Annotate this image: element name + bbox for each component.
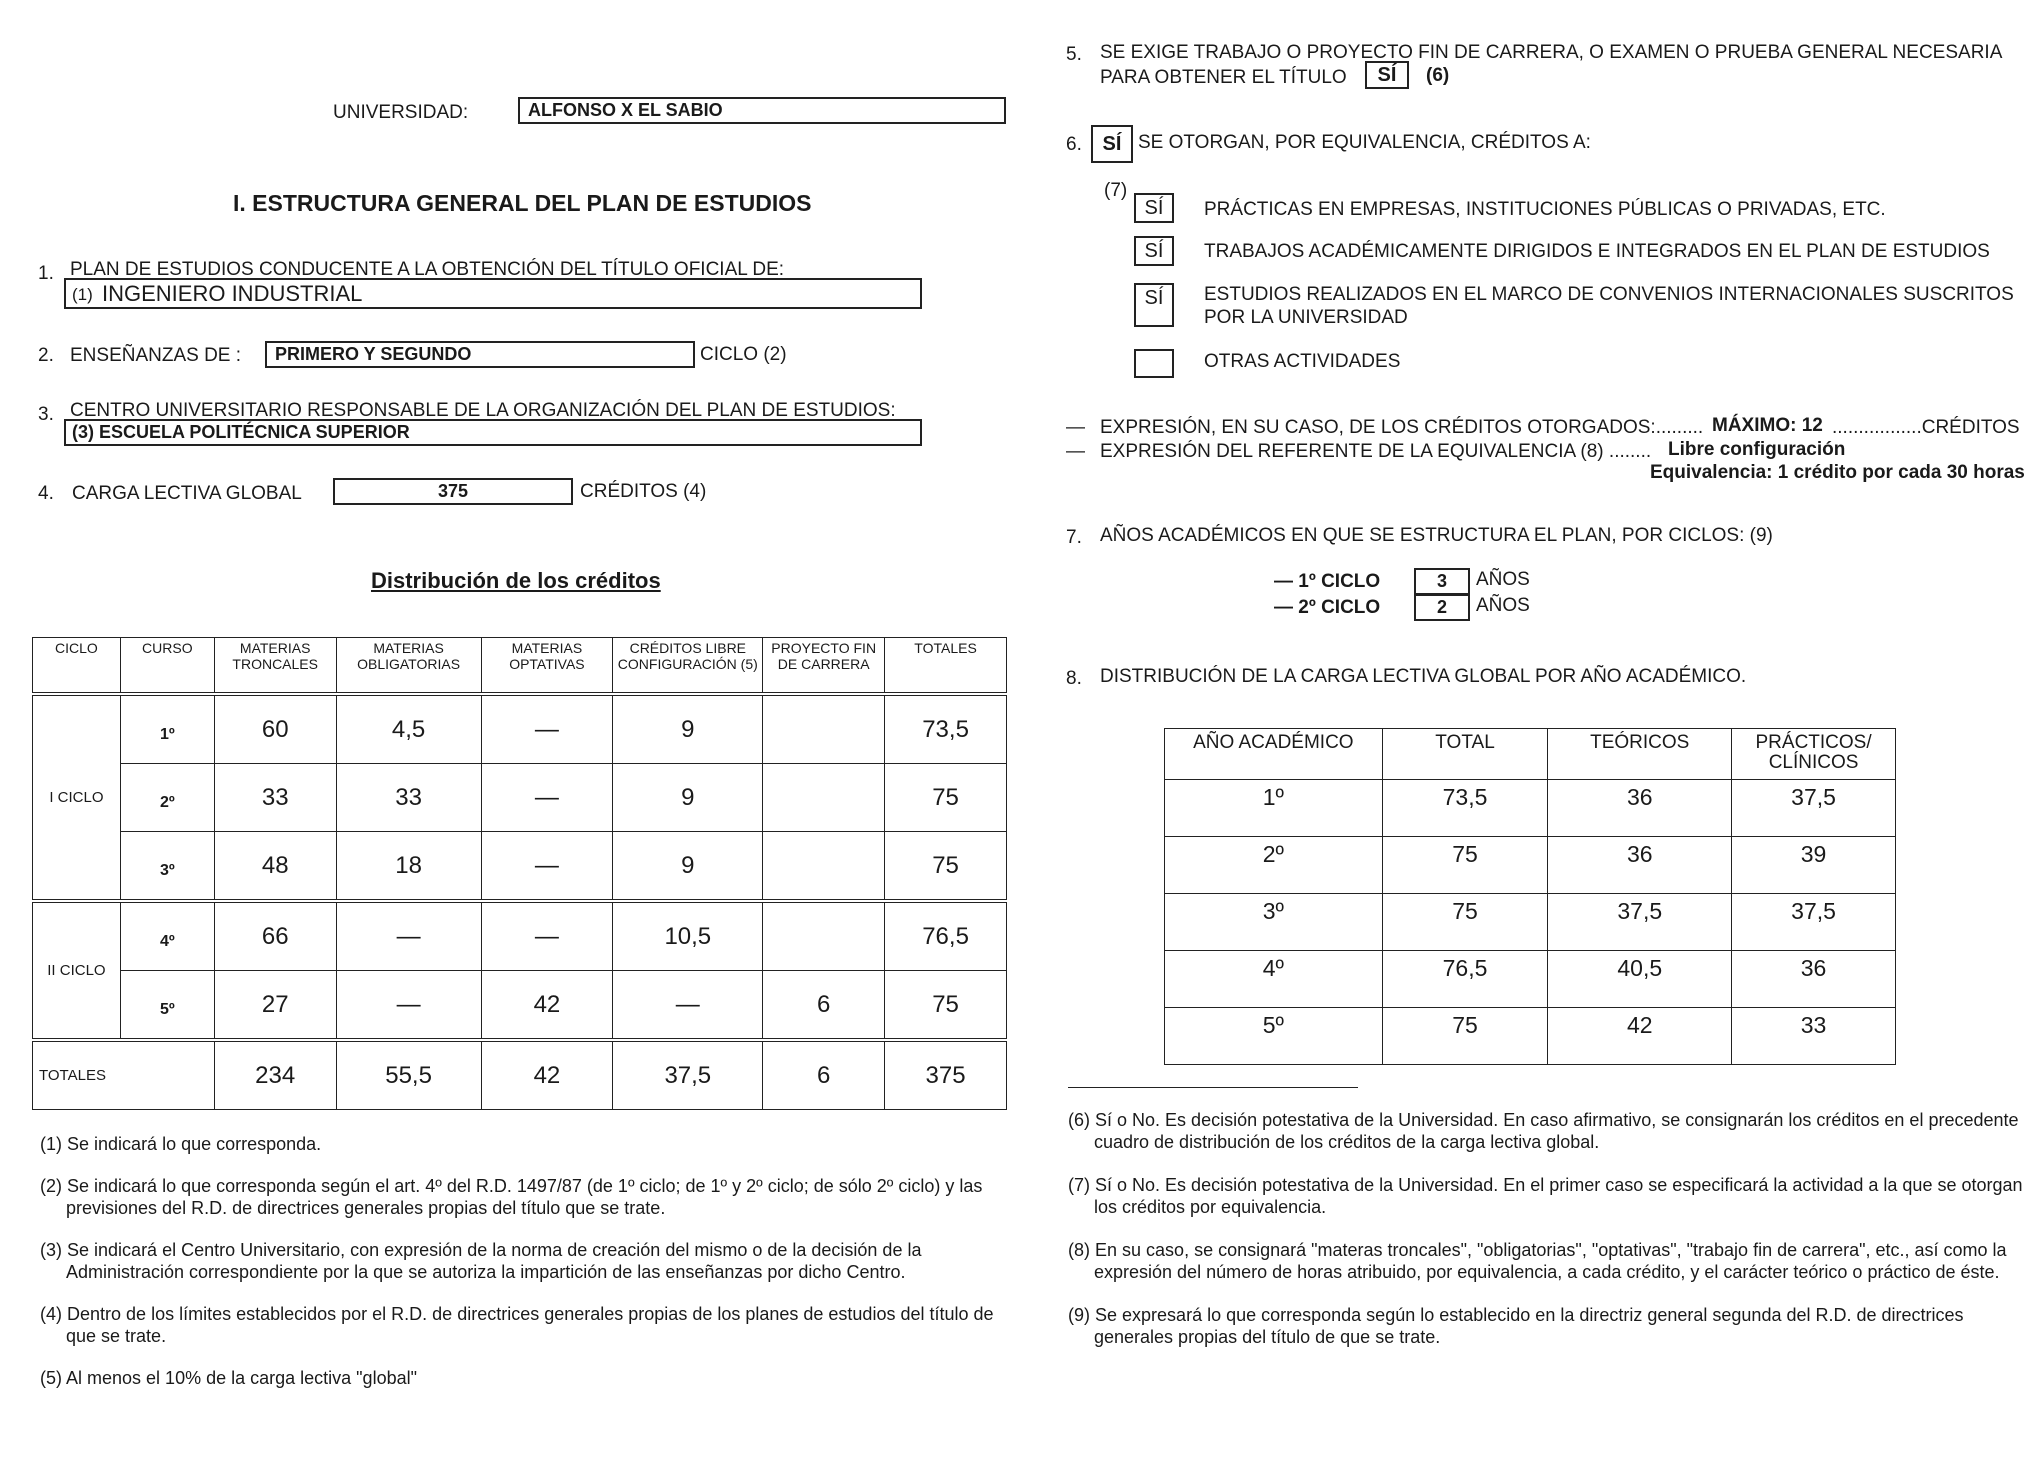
obligatorias-cell: — xyxy=(336,901,481,971)
option-3-checkbox: SÍ xyxy=(1134,283,1174,327)
ano-cell: 5º xyxy=(1165,1008,1383,1065)
footnote-4 xyxy=(40,1303,1010,1347)
footnote-ref: (1) xyxy=(40,1134,62,1154)
option-4-checkbox xyxy=(1134,349,1174,378)
proyecto-cell xyxy=(763,832,885,902)
total-cell: 73,5 xyxy=(1382,780,1548,837)
item-2-value: PRIMERO Y SEGUNDO xyxy=(265,341,695,368)
item-7-label: AÑOS ACADÉMICOS EN QUE SE ESTRUCTURA EL PLAN, POR CICLOS: (9) xyxy=(1100,525,1773,546)
item-3-label: CENTRO UNIVERSITARIO RESPONSABLE DE LA ORGANIZACIÓN DEL PLAN DE ESTUDIOS: xyxy=(70,400,896,421)
header-proyecto: PROYECTO FIN DE CARRERA xyxy=(763,638,885,695)
totals-proyecto: 6 xyxy=(763,1040,885,1110)
footnote-text: Se indicará lo que corresponda. xyxy=(67,1134,322,1154)
footnote-ref: (3) xyxy=(40,1240,62,1260)
footnote-5 xyxy=(40,1367,1010,1389)
ano-cell: 1º xyxy=(1165,780,1383,837)
troncales-cell: 60 xyxy=(214,694,336,764)
footnote-ref: (4) xyxy=(40,1304,62,1324)
totals-libre: 37,5 xyxy=(613,1040,763,1110)
footnote-8 xyxy=(1068,1239,2023,1283)
libre-cell: 10,5 xyxy=(613,901,763,971)
optativas-cell: — xyxy=(481,832,613,902)
teoricos-cell: 42 xyxy=(1548,1008,1732,1065)
expr-1-dash: — xyxy=(1066,417,1085,438)
universidad-label: UNIVERSIDAD: xyxy=(333,102,469,123)
header-troncales: MATERIAS TRONCALES xyxy=(214,638,336,695)
totals-obligatorias: 55,5 xyxy=(336,1040,481,1110)
footnote-ref: (5) xyxy=(40,1368,62,1388)
item-1-value: INGENIERO INDUSTRIAL xyxy=(102,281,363,306)
item-3-value: (3) ESCUELA POLITÉCNICA SUPERIOR xyxy=(64,419,922,446)
header-practicos: PRÁCTICOS/ CLÍNICOS xyxy=(1732,729,1896,780)
header-total: TOTAL xyxy=(1382,729,1548,780)
table-row xyxy=(1165,780,1896,837)
header-libre: CRÉDITOS LIBRE CONFIGURACIÓN (5) xyxy=(613,638,763,695)
option-3-label: ESTUDIOS REALIZADOS EN EL MARCO DE CONVENIOS INTERNACIONALES SUSCRITOS POR LA UNIVERSIDAD xyxy=(1204,284,2014,328)
ano-cell: 2º xyxy=(1165,837,1383,894)
totales-cell: 75 xyxy=(885,971,1007,1041)
totals-row xyxy=(33,1040,1007,1110)
item-5-value: SÍ xyxy=(1365,61,1409,89)
totals-totales: 375 xyxy=(885,1040,1007,1110)
expr-2-label: EXPRESIÓN DEL REFERENTE DE LA EQUIVALENCIA (8) ........ xyxy=(1100,441,1652,462)
obligatorias-cell: 18 xyxy=(336,832,481,902)
item-7-number: 7. xyxy=(1066,527,1082,548)
option-2-label: TRABAJOS ACADÉMICAMENTE DIRIGIDOS E INTEGRADOS EN EL PLAN DE ESTUDIOS xyxy=(1204,241,1990,262)
item-4-value: 375 xyxy=(333,478,573,505)
header-optativas: MATERIAS OPTATIVAS xyxy=(481,638,613,695)
footnote-text: Se expresará lo que corresponda según lo establecido en la directriz general segunda del R.D. de directrices generales propias del título de que se trate. xyxy=(1094,1305,1964,1347)
proyecto-cell xyxy=(763,694,885,764)
footnote-text: Sí o No. Es decisión potestativa de la Universidad. En el primer caso se especificará la actividad a la que se otorgan los créditos por equivalencia. xyxy=(1094,1175,2023,1217)
footnotes-left xyxy=(40,1133,1010,1389)
table-row xyxy=(33,764,1007,832)
ciclo-2-years-unit: AÑOS xyxy=(1476,595,1530,616)
totals-optativas: 42 xyxy=(481,1040,613,1110)
totales-cell: 73,5 xyxy=(885,694,1007,764)
item-2-suffix: CICLO (2) xyxy=(700,344,787,365)
header-totales: TOTALES xyxy=(885,638,1007,695)
item-6-label: SE OTORGAN, POR EQUIVALENCIA, CRÉDITOS A: xyxy=(1138,132,1591,153)
curso-cell: 3º xyxy=(120,832,214,902)
ciclo-2-years-value: 2 xyxy=(1414,594,1470,621)
totales-cell: 76,5 xyxy=(885,901,1007,971)
option-1-checkbox: SÍ xyxy=(1134,193,1174,223)
footnote-text: Se indicará el Centro Universitario, con expresión de la norma de creación del mismo o de la decisión de la Administración correspondiente por la que se autoriza la impartición de las enseñanzas por dicho Centro. xyxy=(66,1240,922,1282)
header-ciclo: CICLO xyxy=(33,638,121,695)
curso-cell: 5º xyxy=(120,971,214,1041)
footnote-ref: (8) xyxy=(1068,1240,1090,1260)
totals-label: TOTALES xyxy=(33,1040,215,1110)
libre-cell: 9 xyxy=(613,694,763,764)
table-row xyxy=(33,694,1007,764)
expr-1-suffix: .................CRÉDITOS xyxy=(1832,417,2020,438)
table-row xyxy=(33,901,1007,971)
footnote-3 xyxy=(40,1239,1010,1283)
footnote-9 xyxy=(1068,1304,2023,1348)
practicos-cell: 37,5 xyxy=(1732,780,1896,837)
teoricos-cell: 37,5 xyxy=(1548,894,1732,951)
practicos-cell: 36 xyxy=(1732,951,1896,1008)
total-cell: 75 xyxy=(1382,1008,1548,1065)
proyecto-cell xyxy=(763,764,885,832)
table-row xyxy=(33,971,1007,1041)
year-header-row xyxy=(1165,729,1896,780)
year-table xyxy=(1164,728,1896,1065)
totals-troncales: 234 xyxy=(214,1040,336,1110)
item-6-ref: (7) xyxy=(1104,180,1128,201)
footnote-7 xyxy=(1068,1174,2023,1218)
footnote-text: Dentro de los límites establecidos por el R.D. de directrices generales propias de los planes de estudios del título de que se trate. xyxy=(66,1304,994,1346)
item-4-suffix: CRÉDITOS (4) xyxy=(580,481,707,502)
table-row xyxy=(33,832,1007,902)
curso-cell: 1º xyxy=(120,694,214,764)
total-cell: 75 xyxy=(1382,894,1548,951)
expr-2-extra: Equivalencia: 1 crédito por cada 30 horas xyxy=(1650,462,2025,483)
ciclo-1-years-value: 3 xyxy=(1414,568,1470,595)
troncales-cell: 27 xyxy=(214,971,336,1041)
item-6-value: SÍ xyxy=(1091,125,1133,163)
optativas-cell: 42 xyxy=(481,971,613,1041)
credits-header-row xyxy=(33,638,1007,695)
expr-1-value: MÁXIMO: 12 xyxy=(1712,415,1823,436)
table-row xyxy=(1165,894,1896,951)
header-obligatorias: MATERIAS OBLIGATORIAS xyxy=(336,638,481,695)
troncales-cell: 33 xyxy=(214,764,336,832)
option-2-checkbox: SÍ xyxy=(1134,236,1174,266)
ciclo-2-label: II CICLO xyxy=(33,901,121,1040)
optativas-cell: — xyxy=(481,764,613,832)
item-3-number: 3. xyxy=(38,404,54,425)
totales-cell: 75 xyxy=(885,832,1007,902)
option-1-label: PRÁCTICAS EN EMPRESAS, INSTITUCIONES PÚBLICAS O PRIVADAS, ETC. xyxy=(1204,199,1886,220)
footnotes-right xyxy=(1068,1109,2023,1348)
footnote-text: Sí o No. Es decisión potestativa de la Universidad. En caso afirmativo, se consignarán los créditos en el precedente cuadro de distribución de los créditos de la carga lectiva global. xyxy=(1094,1110,2019,1152)
header-curso: CURSO xyxy=(120,638,214,695)
footnote-ref: (9) xyxy=(1068,1305,1090,1325)
teoricos-cell: 36 xyxy=(1548,837,1732,894)
optativas-cell: — xyxy=(481,901,613,971)
totales-cell: 75 xyxy=(885,764,1007,832)
obligatorias-cell: 4,5 xyxy=(336,694,481,764)
item-2-label: ENSEÑANZAS DE : xyxy=(70,345,242,366)
practicos-cell: 33 xyxy=(1732,1008,1896,1065)
distribution-title: Distribución de los créditos xyxy=(371,568,661,593)
curso-cell: 4º xyxy=(120,901,214,971)
troncales-cell: 48 xyxy=(214,832,336,902)
table-row xyxy=(1165,951,1896,1008)
optativas-cell: — xyxy=(481,694,613,764)
credits-table xyxy=(32,637,1007,1110)
ciclo-2-years-label: — 2º CICLO xyxy=(1274,597,1381,618)
expr-2-value: Libre configuración xyxy=(1668,439,1846,460)
libre-cell: 9 xyxy=(613,764,763,832)
ciclo-1-label: I CICLO xyxy=(33,694,121,901)
footnote-text: Se indicará lo que corresponda según el art. 4º del R.D. 1497/87 (de 1º ciclo; de 1º y 2º ciclo; de sólo 2º ciclo) y las previsiones del R.D. de directrices generales propias del título que se trate. xyxy=(66,1176,983,1218)
item-5-ref: (6) xyxy=(1426,65,1450,86)
item-4-label: CARGA LECTIVA GLOBAL xyxy=(72,483,302,504)
item-8-label: DISTRIBUCIÓN DE LA CARGA LECTIVA GLOBAL POR AÑO ACADÉMICO. xyxy=(1100,666,1747,687)
footnote-ref: (7) xyxy=(1068,1175,1090,1195)
footnote-ref: (2) xyxy=(40,1176,62,1196)
footnote-separator xyxy=(1068,1087,1358,1088)
item-5-line1: SE EXIGE TRABAJO O PROYECTO FIN DE CARRERA, O EXAMEN O PRUEBA GENERAL NECESARIA xyxy=(1100,42,2003,63)
item-8-number: 8. xyxy=(1066,668,1082,689)
footnote-6 xyxy=(1068,1109,2023,1153)
item-5-number: 5. xyxy=(1066,44,1082,65)
table-row xyxy=(1165,837,1896,894)
section-title: I. ESTRUCTURA GENERAL DEL PLAN DE ESTUDIOS xyxy=(233,190,812,216)
universidad-value: ALFONSO X EL SABIO xyxy=(518,97,1006,124)
option-4-label: OTRAS ACTIVIDADES xyxy=(1204,351,1401,372)
expr-2-dash: — xyxy=(1066,441,1085,462)
ano-cell: 4º xyxy=(1165,951,1383,1008)
ano-cell: 3º xyxy=(1165,894,1383,951)
footnote-ref: (6) xyxy=(1068,1110,1090,1130)
practicos-cell: 39 xyxy=(1732,837,1896,894)
item-5-line2: PARA OBTENER EL TÍTULO xyxy=(1100,67,1347,88)
item-1-label: PLAN DE ESTUDIOS CONDUCENTE A LA OBTENCIÓN DEL TÍTULO OFICIAL DE: xyxy=(70,259,785,280)
item-2-number: 2. xyxy=(38,345,54,366)
item-1-ref: (1) xyxy=(72,285,93,304)
table-row xyxy=(1165,1008,1896,1065)
teoricos-cell: 36 xyxy=(1548,780,1732,837)
troncales-cell: 66 xyxy=(214,901,336,971)
proyecto-cell xyxy=(763,901,885,971)
expr-1-label: EXPRESIÓN, EN SU CASO, DE LOS CRÉDITOS OTORGADOS:......... xyxy=(1100,417,1704,438)
item-1-box xyxy=(64,278,922,309)
footnote-1 xyxy=(40,1133,1010,1155)
obligatorias-cell: 33 xyxy=(336,764,481,832)
teoricos-cell: 40,5 xyxy=(1548,951,1732,1008)
libre-cell: — xyxy=(613,971,763,1041)
footnote-text: En su caso, se consignará "materas troncales", "obligatorias", "optativas", "trabajo fin de carrera", etc., así como la expresión del número de horas atribuido, por equivalencia, a cada crédito, y el carácter teórico o práctico de éste. xyxy=(1094,1240,2007,1282)
total-cell: 75 xyxy=(1382,837,1548,894)
proyecto-cell: 6 xyxy=(763,971,885,1041)
item-1-number: 1. xyxy=(38,263,54,284)
practicos-cell: 37,5 xyxy=(1732,894,1896,951)
footnote-2 xyxy=(40,1175,1010,1219)
curso-cell: 2º xyxy=(120,764,214,832)
libre-cell: 9 xyxy=(613,832,763,902)
ciclo-1-years-label: — 1º CICLO xyxy=(1274,571,1381,592)
obligatorias-cell: — xyxy=(336,971,481,1041)
footnote-text: Al menos el 10% de la carga lectiva "global" xyxy=(66,1368,417,1388)
header-teoricos: TEÓRICOS xyxy=(1548,729,1732,780)
item-6-number: 6. xyxy=(1066,134,1082,155)
ciclo-1-years-unit: AÑOS xyxy=(1476,569,1530,590)
total-cell: 76,5 xyxy=(1382,951,1548,1008)
item-4-number: 4. xyxy=(38,483,54,504)
header-ano: AÑO ACADÉMICO xyxy=(1165,729,1383,780)
